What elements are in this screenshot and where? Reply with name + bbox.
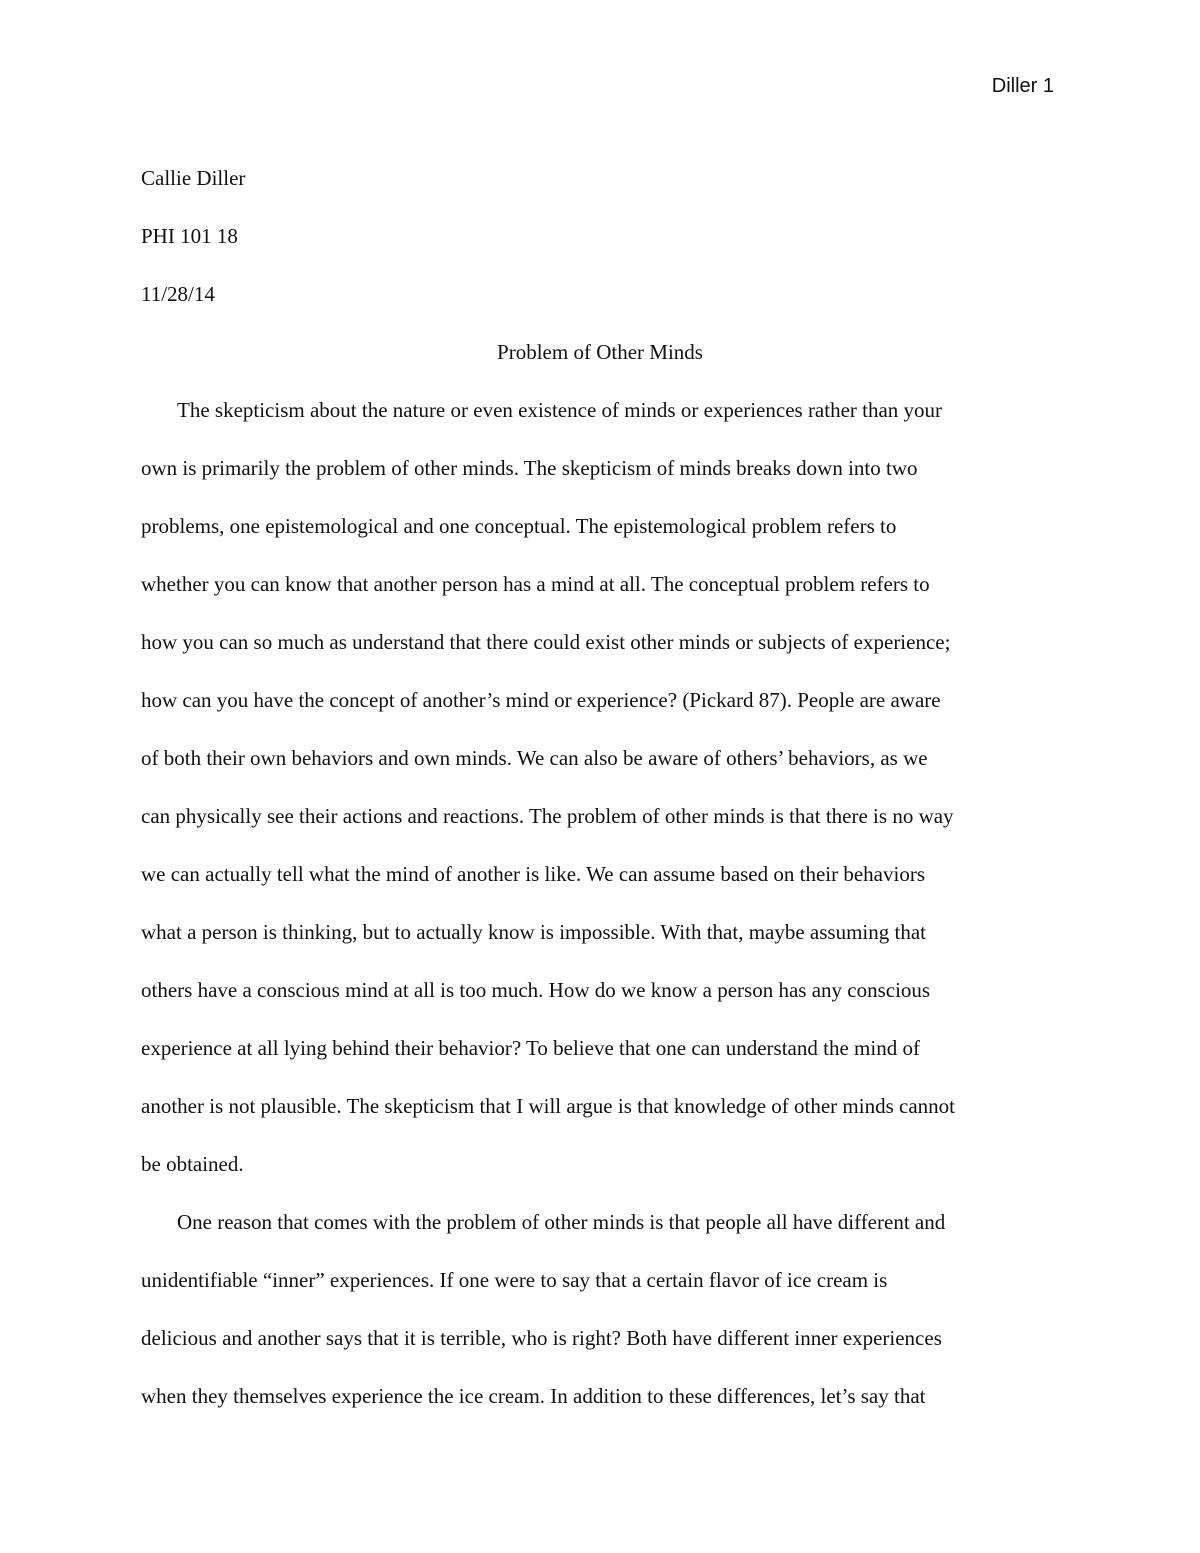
document-body [141,149,1059,1425]
author-name: Callie Diller [141,166,246,190]
paragraph-line: One reason that comes with the problem of other minds is that people all have different and [177,1210,946,1234]
submission-date: 11/28/14 [141,282,215,306]
paragraph-1 [141,381,1059,1193]
paragraph-line: of both their own behaviors and own minds. We can also be aware of others’ behaviors, as we [141,746,928,770]
paragraph-line: another is not plausible. The skepticism that I will argue is that knowledge of other minds cannot [141,1094,955,1118]
paragraph-2 [141,1193,1059,1425]
paragraph-line: own is primarily the problem of other minds. The skepticism of minds breaks down into two [141,456,918,480]
paragraph-line: delicious and another says that it is terrible, who is right? Both have different inner experiences [141,1326,942,1350]
running-head-page-number: Diller 1 [991,75,1054,97]
paragraph-line: whether you can know that another person has a mind at all. The conceptual problem refers to [141,572,930,596]
course-code: PHI 101 18 [141,224,238,248]
paragraph-line: unidentifiable “inner” experiences. If one were to say that a certain flavor of ice cream is [141,1268,888,1292]
paragraph-line: others have a conscious mind at all is too much. How do we know a person has any conscious [141,978,931,1002]
essay-title: Problem of Other Minds [497,340,703,364]
paragraph-line: we can actually tell what the mind of another is like. We can assume based on their behaviors [141,862,926,886]
paragraph-line: can physically see their actions and reactions. The problem of other minds is that there is no way [141,804,954,828]
paragraph-line: how can you have the concept of another’s mind or experience? (Pickard 87). People are aware [141,688,941,712]
paragraph-line: how you can so much as understand that there could exist other minds or subjects of experience; [141,630,951,654]
paragraph-line: be obtained. [141,1152,244,1176]
paragraph-line: problems, one epistemological and one conceptual. The epistemological problem refers to [141,514,897,538]
paragraph-line: when they themselves experience the ice cream. In addition to these differences, let’s say that [141,1384,926,1408]
paragraph-line: experience at all lying behind their behavior? To believe that one can understand the mind of [141,1036,920,1060]
paragraph-line: The skepticism about the nature or even existence of minds or experiences rather than your [177,398,943,422]
paragraph-line: what a person is thinking, but to actually know is impossible. With that, maybe assuming that [141,920,927,944]
